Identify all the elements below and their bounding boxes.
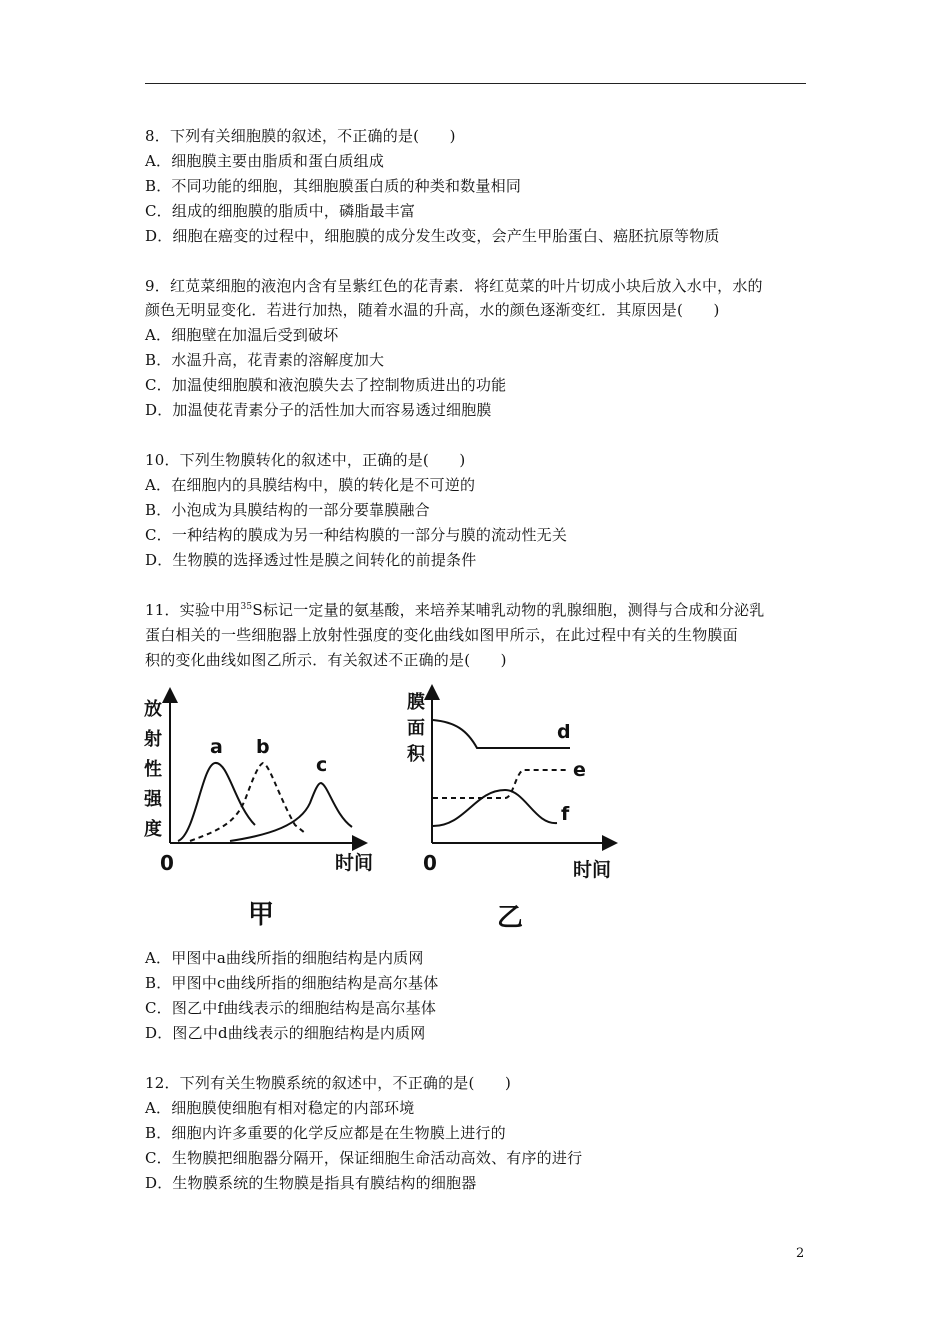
q8-option-a: A．细胞膜主要由脂质和蛋白质组成 — [145, 152, 385, 170]
header-rule — [145, 83, 806, 84]
curve-d — [433, 720, 570, 748]
jia-ylabel-4: 强 — [144, 789, 162, 810]
q8-option-d: D．细胞在癌变的过程中，细胞膜的成分发生改变，会产生甲胎蛋白、癌胚抗原等物质 — [145, 227, 720, 245]
q10-stem: 10．下列生物膜转化的叙述中，正确的是( ) — [145, 451, 466, 469]
jia-ylabel-3: 性 — [144, 759, 162, 780]
q9-stem-line2: 颜色无明显变化．若进行加热，随着水温的升高，水的颜色逐渐变红．其原因是( ) — [145, 301, 720, 319]
curve-e — [433, 770, 567, 798]
q11-option-a: A．甲图中a曲线所指的细胞结构是内质网 — [145, 949, 424, 967]
q8-option-b: B．不同功能的细胞，其细胞膜蛋白质的种类和数量相同 — [145, 177, 522, 195]
q11-option-d: D．图乙中d曲线表示的细胞结构是内质网 — [145, 1024, 426, 1042]
q11-option-b: B．甲图中c曲线所指的细胞结构是高尔基体 — [145, 974, 439, 992]
jia-ylabel-5: 度 — [144, 819, 162, 840]
q11-option-c: C．图乙中f曲线表示的细胞结构是高尔基体 — [145, 999, 437, 1017]
label-f: f — [561, 803, 570, 825]
q10-option-b: B．小泡成为具膜结构的一部分要靠膜融合 — [145, 501, 430, 519]
q11-stem-line3: 积的变化曲线如图乙所示．有关叙述不正确的是( ) — [145, 651, 507, 669]
q8-option-c: C．组成的细胞膜的脂质中，磷脂最丰富 — [145, 202, 416, 220]
q11-stem-line2: 蛋白相关的一些细胞器上放射性强度的变化曲线如图甲所示，在此过程中有关的生物膜面 — [145, 626, 738, 644]
figure-jia — [140, 685, 380, 935]
yi-ylabel-1: 膜 — [407, 692, 425, 713]
figure-yi — [405, 680, 625, 936]
q8-stem: 8．下列有关细胞膜的叙述，不正确的是( ) — [145, 127, 456, 145]
label-e: e — [573, 759, 586, 781]
jia-origin: 0 — [160, 851, 174, 875]
page-number: 2 — [796, 1246, 805, 1261]
caption-yi: 乙 — [497, 903, 524, 933]
q11-stem-rest: S标记一定量的氨基酸，来培养某哺乳动物的乳腺细胞，测得与合成和分泌乳 — [252, 601, 765, 619]
isotope-superscript: 35 — [240, 602, 253, 612]
q12-option-a: A．细胞膜使细胞有相对稳定的内部环境 — [145, 1099, 415, 1117]
yi-xlabel: 时间 — [573, 859, 612, 881]
q9-option-a: A．细胞壁在加温后受到破坏 — [145, 326, 339, 344]
q10-option-c: C．一种结构的膜成为另一种结构膜的一部分与膜的流动性无关 — [145, 526, 568, 544]
yi-ylabel-2: 面 — [407, 718, 425, 739]
q9-stem-line1: 9．红苋菜细胞的液泡内含有呈紫红色的花青素．将红苋菜的叶片切成小块后放入水中，水的 — [145, 277, 763, 295]
q9-option-b: B．水温升高，花青素的溶解度加大 — [145, 351, 385, 369]
q9-option-c: C．加温使细胞膜和液泡膜失去了控制物质进出的功能 — [145, 376, 507, 394]
q11-stem-line1 — [145, 600, 764, 620]
curve-f — [433, 790, 557, 826]
jia-ylabel-1: 放 — [144, 699, 162, 720]
caption-jia: 甲 — [248, 900, 275, 930]
jia-xlabel: 时间 — [335, 852, 374, 874]
jia-ylabel-2: 射 — [144, 729, 162, 750]
curve-c — [230, 783, 352, 841]
label-a: a — [210, 736, 223, 758]
label-b: b — [256, 736, 270, 758]
q12-option-b: B．细胞内许多重要的化学反应都是在生物膜上进行的 — [145, 1124, 506, 1142]
yi-origin: 0 — [423, 851, 437, 875]
q12-stem: 12．下列有关生物膜系统的叙述中，不正确的是( ) — [145, 1074, 511, 1092]
label-d: d — [557, 721, 571, 743]
q11-stem-prefix: 11．实验中用 — [145, 601, 241, 619]
q12-option-d: D．生物膜系统的生物膜是指具有膜结构的细胞器 — [145, 1174, 477, 1192]
yi-ylabel-3: 积 — [407, 744, 425, 765]
q9-option-d: D．加温使花青素分子的活性加大而容易透过细胞膜 — [145, 401, 492, 419]
label-c: c — [316, 754, 328, 776]
q10-option-d: D．生物膜的选择透过性是膜之间转化的前提条件 — [145, 551, 477, 569]
q10-option-a: A．在细胞内的具膜结构中，膜的转化是不可逆的 — [145, 476, 476, 494]
q12-option-c: C．生物膜把细胞器分隔开，保证细胞生命活动高效、有序的进行 — [145, 1149, 583, 1167]
